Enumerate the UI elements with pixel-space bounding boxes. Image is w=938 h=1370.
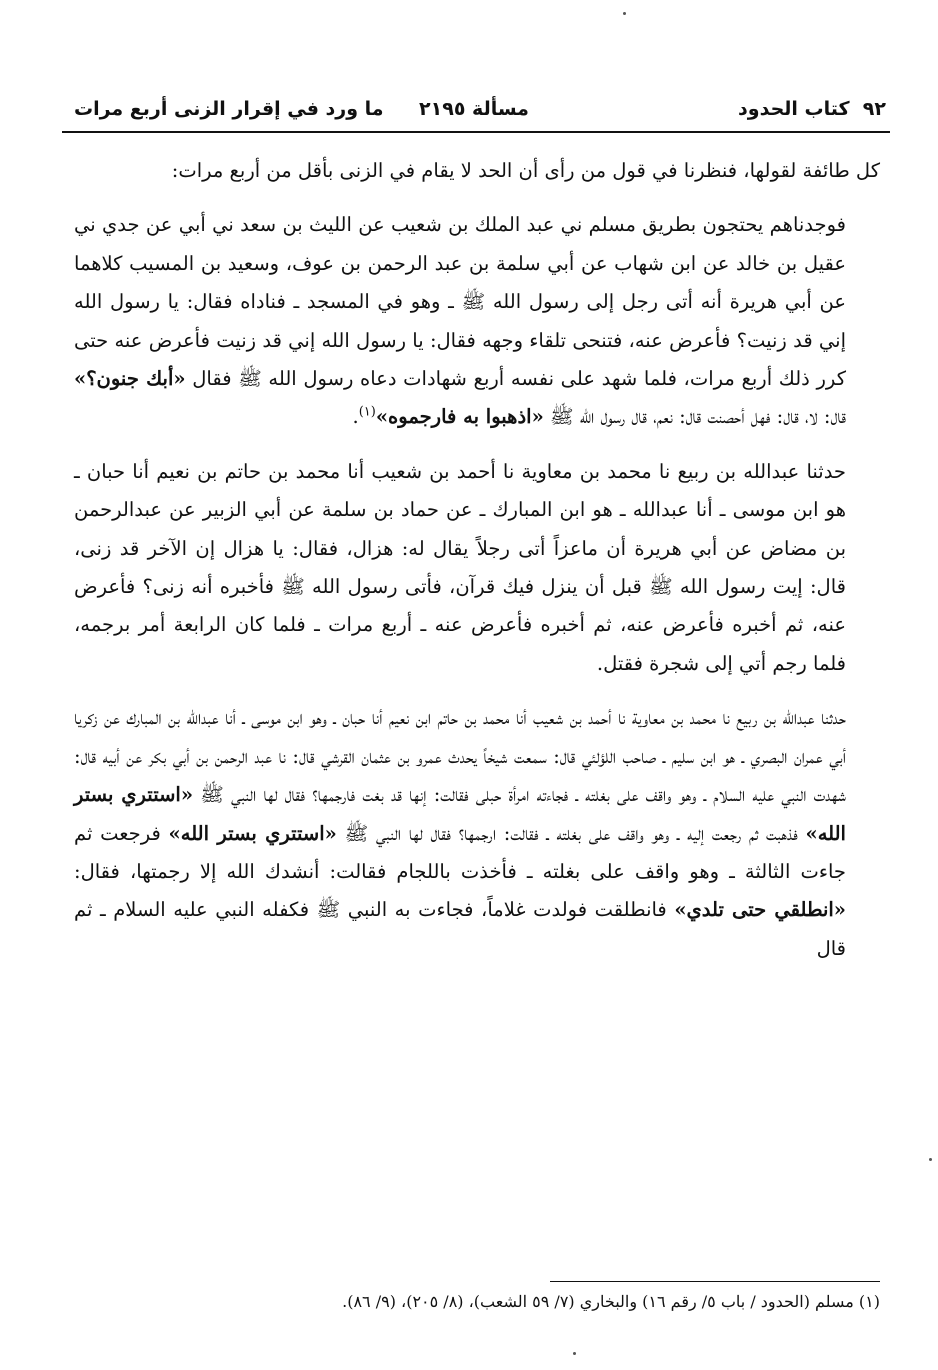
paragraph — [74, 152, 880, 190]
scan-speck — [623, 12, 626, 15]
paragraph — [74, 453, 880, 683]
text-run: فانطلقت فولدت غلاماً، فجاءت به النبي ﷺ فكفله النبي عليه السلام ـ ثم قال — [74, 898, 846, 960]
footnote-marker: (١) — [358, 404, 376, 420]
text-run: كل طائفة لقولها، فنظرنا في قول من رأى أن الحد لا يقام في الزنى بأقل من أربع مرات: — [171, 159, 880, 182]
page-number: ٩٢ — [862, 98, 886, 120]
text-run: فرجعت ثم جاءت الثالثة ـ وهو واقف على بغلته ـ فأخذت باللجام فقالت: أنشدك الله إلا رجمتها، فقال: — [74, 821, 846, 883]
footnote: (١) مسلم (الحدود / باب ٥/ رقم ١٦) والبخاري (٧/ ٥٩ الشعب)، (٨/ ٢٠٥)، (٩/ ٨٦). — [342, 1292, 880, 1311]
text-run: قال: لا، قال: فهل أحصنت قال: نعم، قال رسول الله ﷺ — [543, 405, 846, 429]
text-run: . — [352, 405, 359, 429]
hadith-quote: «استتري بستر الله» — [74, 783, 846, 845]
book-title: كتاب الحدود — [738, 98, 850, 120]
hadith-quote: «أبك جنون؟» — [74, 367, 186, 391]
text-run: حدثنا عبدالله بن ربيع نا محمد بن معاوية نا أحمد بن شعيب أنا محمد بن حاتم ابن نعيم أنا حبان ـ وهو ابن موسى ـ أنا عبدالله بن المبارك عن زكريا أبي عمران البصري ـ هو ابن سليم ـ صاحب اللؤلئي قال: سمعت شيخاً يحدث عمرو بن عثمان القرشي قال: نا عبد الرحمن بن أبي بكر عن أبيه قال: شهدت النبي عليه السلام ـ وهو واقف على بغلته ـ فجاءته امرأة حبلى فقالت: إنها قد بغت فارجمها؟ فقال لها النبي ﷺ — [74, 706, 846, 807]
running-header — [62, 96, 886, 130]
header-rule — [62, 131, 890, 133]
section-topic: ما ورد في إقرار الزنى أربع مرات — [74, 98, 384, 120]
paragraph — [74, 206, 880, 436]
text-run: حدثنا عبدالله بن ربيع نا محمد بن معاوية نا أحمد بن شعيب أنا محمد بن حاتم بن نعيم أنا حبان ـ هو ابن موسى ـ أنا عبدالله ـ هو ابن المبارك ـ عن حماد بن سلمة عن أبي الزبير عن عبدالرحمن بن مضاض عن أبي هريرة أن ماعزاً أتى رجلاً يقال له: هزال، فقال: يا هزال إن الآخر قد زنى، قال: إيت رسول الله ﷺ قبل أن ينزل فيك قرآن، فأتى رسول الله ﷺ فأخبره أنه زنى؟ فأعرض عنه، ثم أخبره فأعرض عنه، ثم أخبره فأعرض عنه ـ أربع مرات ـ فلما كان الرابعة أمر برجمه، فلما رجم أتي إلى شجرة فقتل. — [74, 459, 846, 675]
main-text — [74, 152, 880, 968]
scan-speck — [929, 1158, 932, 1161]
footnote-rule — [550, 1281, 880, 1282]
hadith-quote: «انطلقي حتى تلدي» — [674, 898, 846, 922]
issue-number: مسألة ٢١٩٥ — [419, 98, 529, 120]
hadith-quote: «استتري بستر الله» — [168, 821, 337, 845]
text-run: فوجدناهم يحتجون بطريق مسلم ني عبد الملك بن شعيب عن الليث بن سعد ني أبي عن جدي ني عقيل بن خالد عن ابن شهاب عن أبي سلمة بن عبد الرحمن بن عوف، وسعيد بن المسيب كلاهما عن أبي هريرة أنه أتى رجل إلى رسول الله ﷺ ـ وهو في المسجد ـ فناداه فقال: يا رسول الله إني قد زنيت؟ فأعرض عنه، فتنحى تلقاء وجهه فقال: يا رسول الله إني قد زنيت فأعرض عنه حتى كرر ذلك أربع مرات، فلما شهد على نفسه أربع شهادات دعاه رسول الله ﷺ فقال — [74, 213, 846, 391]
paragraph — [74, 699, 880, 968]
hadith-quote: «اذهبوا به فارجموه» — [375, 405, 544, 429]
scan-speck — [573, 1352, 576, 1355]
text-run: فذهبت ثم رجعت إليه ـ وهو واقف على بغلته ـ فقالت: ارجمها؟ فقال لها النبي ﷺ — [336, 821, 806, 845]
